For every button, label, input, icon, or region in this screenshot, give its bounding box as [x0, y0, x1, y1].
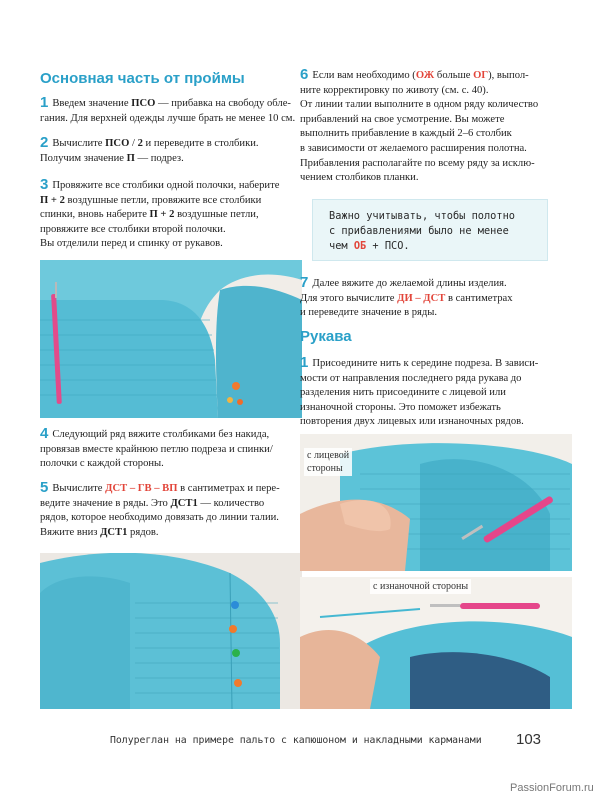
- text: мости от направления последнего ряда рукава до: [300, 372, 522, 384]
- text: и переведите в столбики.: [142, 138, 259, 149]
- crochet-photo-1: [40, 260, 302, 418]
- text: спинки, вновь наберите: [40, 209, 150, 221]
- text: От линии талии выполните в одном ряду количество: [300, 99, 539, 111]
- crochet-photo-4: [300, 577, 572, 709]
- note-text: + ПСО.: [366, 240, 410, 252]
- term: П: [126, 152, 135, 164]
- text: ните корректировку по животу (см. с. 40).: [300, 84, 489, 96]
- step-3: [40, 178, 302, 252]
- step-number: 5: [40, 479, 49, 496]
- step-1: [40, 96, 302, 126]
- text: Вяжите вниз: [40, 526, 101, 538]
- text: Введем значение: [52, 98, 132, 109]
- page-number: 103: [516, 731, 542, 748]
- crochet-photo-2: [40, 553, 302, 709]
- caption-text: с лицевой: [307, 450, 350, 461]
- photo-right-side: [300, 434, 572, 571]
- note-text: с прибавлениями было не менее: [329, 225, 509, 237]
- note-text: Важно учитывать, чтобы полотно: [329, 210, 515, 222]
- section-heading-sleeves: Рукава: [300, 328, 352, 345]
- term: ОБ: [353, 240, 367, 252]
- text: в сантиметрах и пере-: [177, 483, 280, 494]
- formula: ДСТ – ГВ – ВП: [105, 483, 178, 494]
- caption-text: стороны: [307, 463, 343, 474]
- step-4: [40, 427, 302, 472]
- text: выполнить прибавление в каждый 2–6 столбик: [300, 128, 512, 140]
- text: — подрез.: [134, 152, 184, 164]
- step-2: [40, 136, 302, 166]
- text: Далее вяжите до желаемой длины изделия.: [312, 278, 507, 289]
- text: Присоедините нить к середине подреза. В зависи-: [312, 358, 539, 369]
- text: больше: [434, 70, 474, 81]
- term: П + 2: [40, 194, 65, 206]
- term: 2: [137, 138, 143, 149]
- text: повторения двух лицевых или изнаночных рядов.: [300, 416, 524, 428]
- step-number: 4: [40, 425, 49, 442]
- text: прибавлений на свое усмотрение. Вы можете: [300, 113, 505, 125]
- text: ), выпол-: [488, 70, 529, 81]
- text: Для этого вычислите: [300, 292, 398, 304]
- text: — прибавка на свободу обле-: [155, 98, 291, 109]
- text: Получим значение: [40, 152, 127, 164]
- text: провязав вместе крайнюю петлю подреза и спинки/: [40, 443, 273, 455]
- text: в зависимости от желаемого расширения полотна.: [300, 142, 527, 154]
- photo-body-rows: [40, 553, 302, 709]
- step-number: 3: [40, 176, 49, 193]
- text: изнаночной стороны. Это поможет избежать: [300, 401, 501, 413]
- step-number: 7: [300, 274, 309, 291]
- step-7: [300, 276, 572, 321]
- term: ОГ: [473, 70, 489, 81]
- text: и переведите значение в ряды.: [300, 307, 438, 319]
- step-number: 1: [300, 354, 309, 371]
- text: рядов, которое необходимо довязать до линии талии.: [40, 512, 279, 524]
- running-footer: Полуреглан на примере пальто с капюшоном и накладными карманами: [110, 735, 482, 746]
- text: Прибавления располагайте по всему ряду за исклю-: [300, 157, 535, 169]
- caption-wrong-side: с изнаночной стороны: [370, 579, 471, 594]
- text: полочки с каждой стороны.: [40, 458, 164, 470]
- text: Если вам необходимо (: [312, 70, 416, 81]
- text: воздушные петли,: [174, 209, 259, 221]
- text: рядов.: [127, 526, 159, 538]
- step-6: [300, 68, 572, 186]
- section-heading-main: Основная часть от проймы: [40, 70, 245, 87]
- step-number: 2: [40, 134, 49, 151]
- text: ведите значение в ряды. Это: [40, 497, 171, 509]
- text: Вычислите: [52, 138, 106, 149]
- photo-wrong-side: [300, 577, 572, 709]
- step-number: 6: [300, 66, 309, 83]
- text: Вычислите: [52, 483, 106, 494]
- term: ОЖ: [415, 70, 435, 81]
- text: разделения нить присоедините с лицевой или: [300, 387, 506, 399]
- term: П + 2: [149, 209, 175, 221]
- term: ПСО: [131, 98, 156, 109]
- photo-yoke-divided: [40, 260, 302, 418]
- term: ДСТ1: [100, 526, 128, 538]
- step-number: 1: [40, 94, 49, 111]
- text: Вы отделили перед и спинку от рукавов.: [40, 238, 223, 250]
- text: чением столбиков планки.: [300, 172, 419, 184]
- text: Провяжите все столбики одной полочки, наберите: [52, 180, 280, 191]
- term: ДСТ1: [170, 497, 198, 509]
- text: провяжите все столбики второй полочки.: [40, 223, 226, 235]
- text: в сантиметрах: [445, 292, 513, 304]
- text: — количество: [197, 497, 265, 509]
- text: /: [129, 138, 138, 149]
- term: ПСО: [105, 138, 130, 149]
- watermark: PassionForum.ru: [510, 782, 594, 794]
- text: воздушные петли, провяжите все столбики: [64, 194, 262, 206]
- text: гания. Для верхней одежды лучше брать не менее 10 см.: [40, 112, 296, 124]
- caption-right-side: [304, 448, 352, 476]
- note-box: [312, 199, 548, 261]
- text: Следующий ряд вяжите столбиками без накида,: [52, 429, 270, 440]
- step-5: [40, 481, 302, 540]
- note-text: чем: [329, 240, 354, 252]
- formula: ДИ – ДСТ: [397, 292, 446, 304]
- step-sleeve-1: [300, 356, 572, 430]
